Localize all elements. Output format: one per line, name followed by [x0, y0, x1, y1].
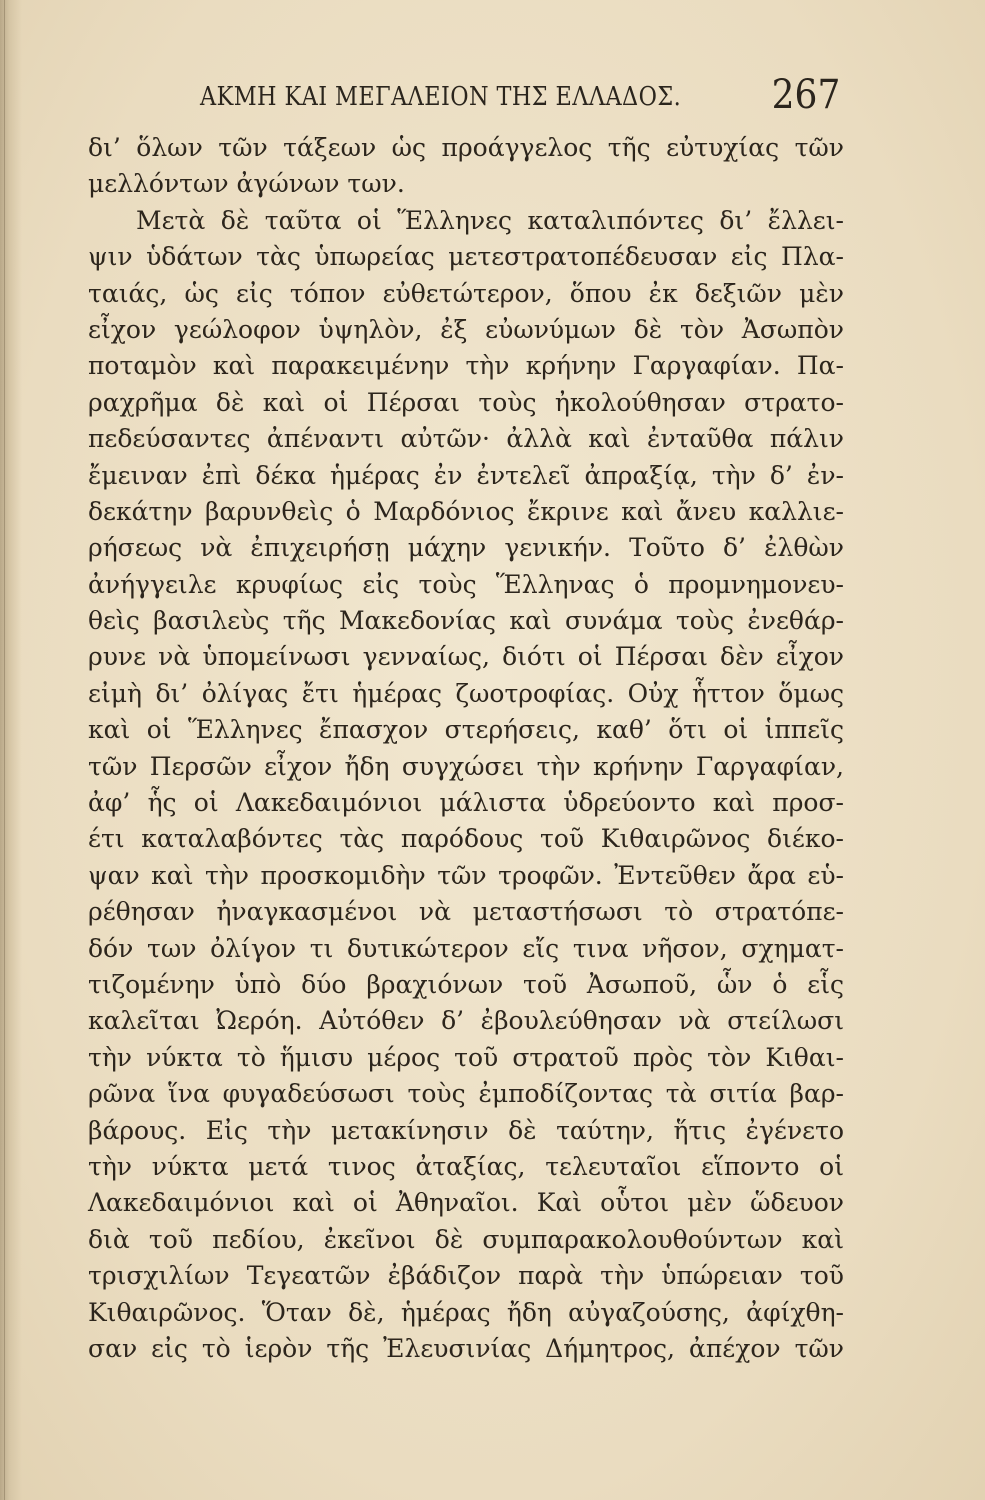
text-line: διὰ τοῦ πεδίου, ἐκεῖνοι δὲ συμπαρακολουθούντων καὶ	[88, 1224, 844, 1254]
body-text	[88, 130, 844, 1367]
text-line: ποταμὸν καὶ παρακειμένην τὴν κρήνην Γαργαφίαν. Πα-	[88, 351, 844, 381]
text-line: καὶ οἱ Ἕλληνες ἔπασχον στερήσεις, καθ’ ὅτι οἱ ἱππεῖς	[88, 715, 844, 745]
text-line: ψαν καὶ τὴν προσκομιδὴν τῶν τροφῶν. Ἐντεῦθεν ἄρα εὑ-	[88, 860, 844, 890]
text-line: μελλόντων ἀγώνων των.	[88, 169, 405, 199]
page-number: 267	[771, 72, 840, 118]
text-line: ἀφ’ ἧς οἱ Λακεδαιμόνιοι μάλιστα ὑδρεύοντο καὶ προσ-	[88, 788, 844, 818]
running-head: ΑΚΜΗ ΚΑΙ ΜΕΓΑΛΕΙΟΝ ΤΗΣ ΕΛΛΑΔΟΣ.	[200, 82, 682, 112]
text-line: Κιθαιρῶνος. Ὅταν δὲ, ἡμέρας ἤδη αὐγαζούσης, ἀφίχθη-	[88, 1297, 844, 1327]
text-line: ρήσεως νὰ ἐπιχειρήσῃ μάχην γενικήν. Τοῦτο δ’ ἐλθὼν	[88, 533, 844, 563]
page-header	[200, 68, 840, 128]
text-line: πεδεύσαντες ἀπέναντι αὐτῶν· ἀλλὰ καὶ ἐνταῦθα πάλιν	[88, 424, 844, 454]
text-line: ἔμειναν ἐπὶ δέκα ἡμέρας ἐν ἐντελεῖ ἀπραξίᾳ, τὴν δ’ ἐν-	[88, 460, 844, 490]
text-line: ταιάς, ὡς εἰς τόπον εὐθετώτερον, ὅπου ἐκ δεξιῶν μὲν	[88, 278, 844, 308]
text-line: εἶχον γεώλοφον ὑψηλὸν, ἐξ εὐωνύμων δὲ τὸν Ἀσωπὸν	[88, 314, 844, 344]
text-line: καλεῖται Ὠερόη. Αὐτόθεν δ’ ἐβουλεύθησαν νὰ στείλωσι	[88, 1006, 844, 1036]
text-line: Λακεδαιμόνιοι καὶ οἱ Ἀθηναῖοι. Καὶ οὗτοι μὲν ὥδευον	[88, 1188, 844, 1218]
text-line: Μετὰ δὲ ταῦτα οἱ Ἕλληνες καταλιπόντες δι’ ἔλλει-	[136, 205, 844, 235]
text-line: ρυνε νὰ ὑπομείνωσι γενναίως, διότι οἱ Πέρσαι δὲν εἶχον	[88, 642, 844, 672]
text-line: ραχρῆμα δὲ καὶ οἱ Πέρσαι τοὺς ἠκολούθησαν στρατο-	[88, 387, 844, 417]
text-line: τιζομένην ὑπὸ δύο βραχιόνων τοῦ Ἀσωποῦ, ὧν ὁ εἷς	[88, 969, 844, 999]
text-line: τὴν νύκτα μετά τινος ἀταξίας, τελευταῖοι εἵποντο οἱ	[88, 1151, 844, 1181]
text-line: ρῶνα ἵνα φυγαδεύσωσι τοὺς ἐμποδίζοντας τὰ σιτία βαρ-	[88, 1079, 844, 1109]
text-line: εἰμὴ δι’ ὀλίγας ἔτι ἡμέρας ζωοτροφίας. Οὐχ ἧττον ὅμως	[88, 678, 844, 708]
binding-line	[4, 0, 5, 1500]
text-line: τῶν Περσῶν εἶχον ἤδη συγχώσει τὴν κρήνην Γαργαφίαν,	[88, 751, 844, 781]
text-line: δεκάτην βαρυνθεὶς ὁ Μαρδόνιος ἔκρινε καὶ ἄνευ καλλιε-	[88, 496, 844, 526]
text-line: σαν εἰς τὸ ἱερὸν τῆς Ἐλευσινίας Δήμητρος, ἀπέχον τῶν	[88, 1333, 844, 1363]
text-line: ρέθησαν ἠναγκασμένοι νὰ μεταστήσωσι τὸ στρατόπε-	[88, 897, 844, 927]
text-line: ψιν ὑδάτων τὰς ὑπωρείας μετεστρατοπέδευσαν εἰς Πλα-	[88, 242, 844, 272]
page-binding-edge	[0, 0, 22, 1500]
text-line: θεὶς βασιλεὺς τῆς Μακεδονίας καὶ συνάμα τοὺς ἐνεθάρ-	[88, 606, 844, 636]
text-line: ἀνήγγειλε κρυφίως εἰς τοὺς Ἕλληνας ὁ προμνημονευ-	[88, 569, 844, 599]
text-line: τρισχιλίων Τεγεατῶν ἐβάδιζον παρὰ τὴν ὑπώρειαν τοῦ	[88, 1261, 844, 1291]
text-line: τὴν νύκτα τὸ ἥμισυ μέρος τοῦ στρατοῦ πρὸς τὸν Κιθαι-	[88, 1042, 844, 1072]
text-line: βάρους. Εἰς τὴν μετακίνησιν δὲ ταύτην, ἥτις ἐγένετο	[88, 1115, 844, 1145]
text-line: δόν των ὀλίγον τι δυτικώτερον εἴς τινα νῆσον, σχηματ-	[88, 933, 844, 963]
text-line: δι’ ὅλων τῶν τάξεων ὡς προάγγελος τῆς εὐτυχίας τῶν	[88, 133, 844, 162]
text-line: έτι καταλαβόντες τὰς παρόδους τοῦ Κιθαιρῶνος διέκο-	[88, 824, 844, 854]
